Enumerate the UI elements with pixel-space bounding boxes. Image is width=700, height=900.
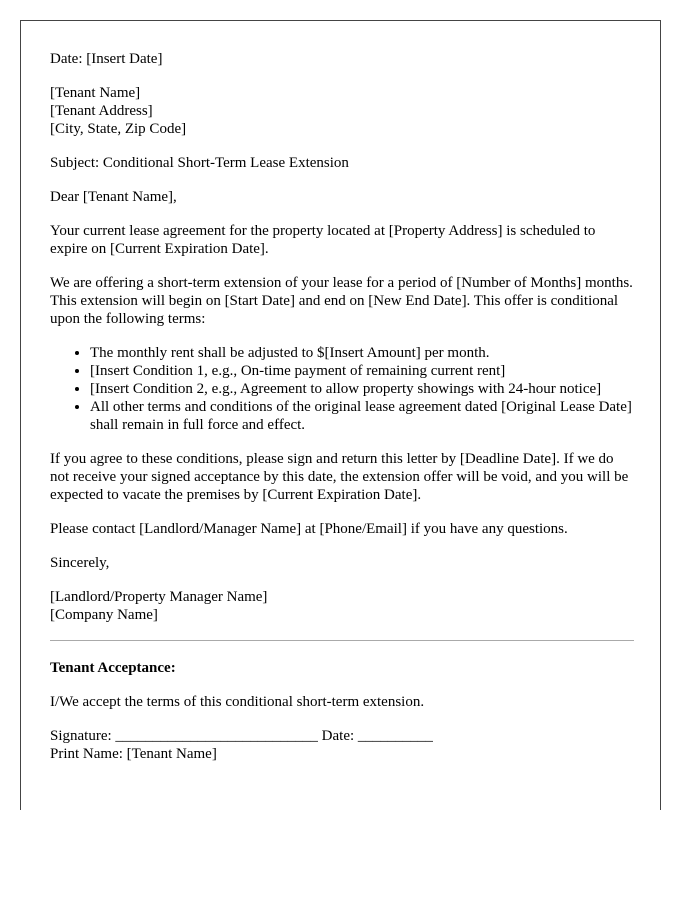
sender-block <box>50 588 634 624</box>
condition-item: • [Insert Condition 1, e.g., On-time payment of remaining current rent] <box>90 362 634 380</box>
salutation: Dear [Tenant Name], <box>50 189 177 205</box>
recipient-block <box>50 84 634 138</box>
sender-name: [Landlord/Property Manager Name] <box>50 589 268 605</box>
letter-content <box>50 50 634 763</box>
condition-item: • All other terms and conditions of the original lease agreement dated [Original Lease Date] shall remain in full force and effect. <box>90 398 634 434</box>
signature-block <box>50 727 634 763</box>
paragraph-offer: We are offering a short-term extension of your lease for a period of [Number of Months] months. This extension will begin on [Start Date] and end on [New End Date]. This offer is conditional upon the following terms: <box>50 275 633 327</box>
closing: Sincerely, <box>50 555 110 571</box>
signature-line[interactable]: Signature: ___________________________ Date: __________ <box>50 728 433 744</box>
tenant-address: [Tenant Address] <box>50 103 153 119</box>
letter-page <box>20 20 661 810</box>
paragraph-expiration: Your current lease agreement for the property located at [Property Address] is scheduled to expire on [Current Expiration Date]. <box>50 223 596 257</box>
company-name: [Company Name] <box>50 607 158 623</box>
tenant-name: [Tenant Name] <box>50 85 141 101</box>
condition-item: • The monthly rent shall be adjusted to $[Insert Amount] per month. <box>90 344 634 362</box>
section-divider <box>50 640 634 641</box>
subject-line: Subject: Conditional Short-Term Lease Extension <box>50 155 349 171</box>
paragraph-agreement: If you agree to these conditions, please sign and return this letter by [Deadline Date]. If we do not receive your signed acceptance by this date, the extension offer will be void, and you will be expected to vacate the premises by [Current Expiration Date]. <box>50 451 629 503</box>
condition-item: • [Insert Condition 2, e.g., Agreement to allow property showings with 24-hour notice] <box>90 380 634 398</box>
conditions-list <box>50 344 634 434</box>
date-line: Date: [Insert Date] <box>50 51 163 67</box>
acceptance-statement: I/We accept the terms of this conditional short-term extension. <box>50 694 425 710</box>
acceptance-title: Tenant Acceptance: <box>50 660 176 676</box>
print-name-line: Print Name: [Tenant Name] <box>50 746 217 762</box>
city-state-zip: [City, State, Zip Code] <box>50 121 187 137</box>
paragraph-contact: Please contact [Landlord/Manager Name] at [Phone/Email] if you have any questions. <box>50 521 568 537</box>
